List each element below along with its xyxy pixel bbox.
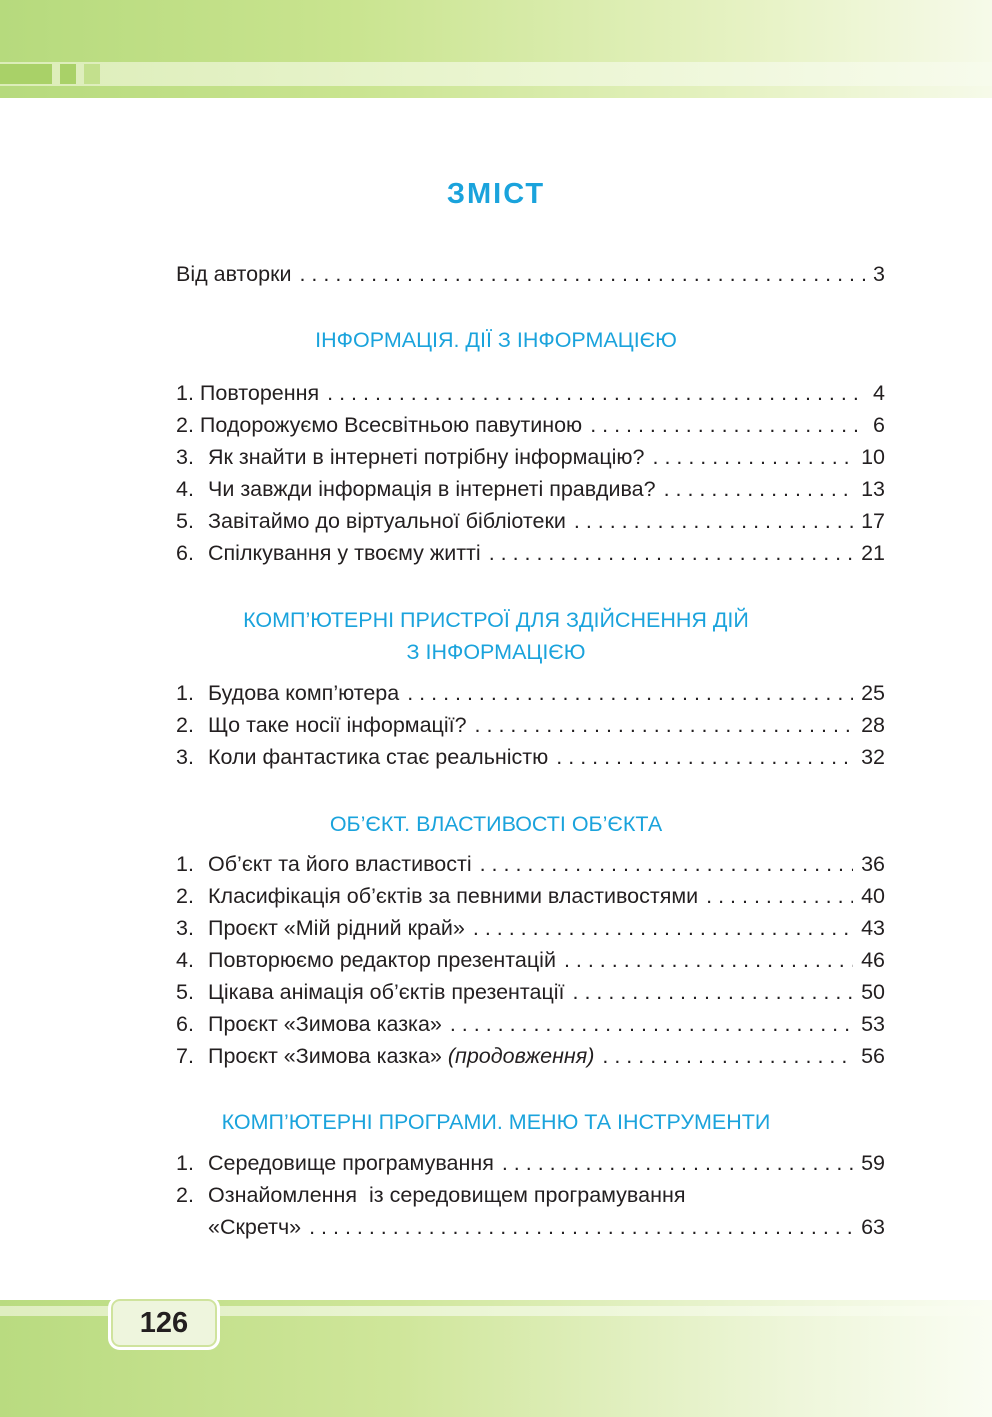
section-heading	[0, 604, 992, 668]
toc-entry-label: Проєкт «Мій рідний край»	[208, 916, 465, 940]
toc-entry-label: Чи завжди інформація в інтернеті правдива?	[208, 477, 656, 501]
section-heading: ОБ’ЄКТ. ВЛАСТИВОСТІ ОБ’ЄКТА	[329, 812, 663, 836]
toc-entry-page: 21	[861, 541, 885, 565]
toc-entry-page: 32	[861, 745, 885, 769]
toc-entry[interactable]	[176, 262, 885, 292]
toc-leader-dots	[564, 948, 853, 973]
toc-leader-dots	[574, 509, 853, 534]
toc-entry-label: Ознайомлення із середовищем програмування	[208, 1183, 686, 1207]
toc-entry[interactable]	[176, 541, 885, 571]
toc-entry-number: 7.	[176, 1044, 194, 1068]
toc-entry[interactable]	[176, 413, 885, 443]
toc-entry-number: 1.	[176, 852, 194, 876]
toc-leader-dots	[407, 681, 853, 706]
toc-leader-dots	[475, 713, 854, 738]
toc-entry[interactable]	[176, 381, 885, 411]
toc-entry-number: 4.	[176, 477, 194, 501]
toc-entry-label: Завітаймо до віртуальної бібліотеки	[208, 509, 566, 533]
toc-entry[interactable]	[176, 884, 885, 914]
toc-entry-number: 1.	[176, 1151, 194, 1175]
toc-leader-dots	[502, 1151, 853, 1176]
toc-entry[interactable]	[176, 980, 885, 1010]
page-number-badge: 126	[108, 1296, 220, 1350]
toc-entry-page: 63	[861, 1215, 885, 1239]
toc-leader-dots	[556, 745, 853, 770]
toc-entry-label: Повторення	[199, 381, 320, 405]
toc-entry-number: 6.	[176, 1012, 194, 1036]
toc-leader-dots	[573, 980, 854, 1005]
toc-entry-number: 3.	[176, 445, 194, 469]
toc-entry[interactable]	[176, 745, 885, 775]
toc-entry-page: 28	[861, 713, 885, 737]
toc-entry-page: 6	[873, 413, 885, 437]
toc-entry-page: 46	[861, 948, 885, 972]
page-title: ЗМІСТ	[446, 178, 546, 210]
toc-leader-dots	[480, 852, 853, 877]
toc-entry[interactable]	[176, 1044, 885, 1074]
toc-entry-number: 2.	[176, 884, 194, 908]
toc-entry-label: Проєкт «Зимова казка»	[208, 1044, 442, 1068]
toc-entry-label: Коли фантастика стає реальністю	[208, 745, 549, 769]
toc-entry-number: 3.	[176, 916, 194, 940]
toc-entry[interactable]	[176, 477, 885, 507]
section-heading: ІНФОРМАЦІЯ. ДІЇ З ІНФОРМАЦІЄЮ	[315, 328, 677, 352]
toc-entry-page: 25	[861, 681, 885, 705]
toc-entry-label: Цікава анімація об’єктів презентації	[208, 980, 565, 1004]
top-decorative-block	[0, 64, 52, 84]
toc-entry-page: 40	[861, 884, 885, 908]
toc-entry-label: Що таке носії інформації?	[208, 713, 467, 737]
toc-entry-number: 4.	[176, 948, 194, 972]
toc-entry-page: 4	[873, 381, 885, 405]
section-heading-line: З ІНФОРМАЦІЄЮ	[406, 640, 586, 664]
toc-entry-page: 59	[861, 1151, 885, 1175]
toc-entry-page: 43	[861, 916, 885, 940]
toc-entry-page: 36	[861, 852, 885, 876]
toc-leader-dots	[706, 884, 853, 909]
toc-entry-label: Подорожуємо Всесвітньою павутиною	[199, 413, 583, 437]
toc-entry-label: Від авторки	[176, 262, 292, 286]
toc-leader-dots	[602, 1044, 853, 1069]
toc-leader-dots	[664, 477, 853, 502]
toc-entry-page: 50	[861, 980, 885, 1004]
toc-entry-label: Будова комп’ютера	[208, 681, 400, 705]
toc-leader-dots	[299, 262, 865, 287]
toc-entry-page: 3	[873, 262, 885, 286]
toc-entry[interactable]	[176, 1012, 885, 1042]
toc-entry-number: 2.	[176, 413, 194, 437]
toc-entry-label: Проєкт «Зимова казка»	[208, 1012, 442, 1036]
toc-entry[interactable]	[176, 1183, 885, 1213]
toc-entry-page: 56	[861, 1044, 885, 1068]
toc-entry-label: Класифікація об’єктів за певними властивостями	[208, 884, 699, 908]
toc-entry-label: Спілкування у твоєму житті	[208, 541, 481, 565]
toc-entry-label: Як знайти в інтернеті потрібну інформацію?	[208, 445, 645, 469]
toc-entry-continuation[interactable]	[208, 1215, 885, 1245]
toc-leader-dots	[473, 916, 853, 941]
toc-entry-label: «Скретч»	[208, 1215, 302, 1239]
toc-entry[interactable]	[176, 948, 885, 978]
toc-entry-label: Повторюємо редактор презентацій	[208, 948, 556, 972]
toc-entry-number: 5.	[176, 980, 194, 1004]
section-heading-line: КОМП’ЮТЕРНІ ПРИСТРОЇ ДЛЯ ЗДІЙСНЕННЯ ДІЙ	[243, 608, 749, 632]
toc-entry[interactable]	[176, 445, 885, 475]
toc-entry-page: 17	[861, 509, 885, 533]
section-heading: КОМП’ЮТЕРНІ ПРОГРАМИ. МЕНЮ ТА ІНСТРУМЕНТИ	[221, 1110, 771, 1134]
top-decorative-stripe	[0, 62, 992, 86]
toc-entry-number: 2.	[176, 713, 194, 737]
toc-entry-number: 1.	[176, 681, 194, 705]
toc-entry-number: 1.	[176, 381, 194, 405]
toc-entry-label-italic: (продовження)	[447, 1044, 595, 1068]
toc-entry[interactable]	[176, 852, 885, 882]
toc-entry[interactable]	[176, 1151, 885, 1181]
toc-entry-page: 53	[861, 1012, 885, 1036]
toc-entry[interactable]	[176, 916, 885, 946]
toc-leader-dots	[590, 413, 865, 438]
toc-entry-number: 5.	[176, 509, 194, 533]
toc-entry-label: Середовище програмування	[208, 1151, 494, 1175]
toc-leader-dots	[653, 445, 854, 470]
toc-entry[interactable]	[176, 681, 885, 711]
toc-leader-dots	[309, 1215, 853, 1240]
top-decorative-block	[60, 64, 76, 84]
toc-entry-page: 13	[861, 477, 885, 501]
toc-entry-number: 6.	[176, 541, 194, 565]
toc-leader-dots	[489, 541, 853, 566]
toc-entry-label: Об’єкт та його властивості	[208, 852, 472, 876]
toc-entry[interactable]	[176, 509, 885, 539]
toc-leader-dots	[450, 1012, 853, 1037]
toc-entry-number: 2.	[176, 1183, 194, 1207]
top-decorative-block	[84, 64, 100, 84]
toc-entry-page: 10	[861, 445, 885, 469]
toc-leader-dots	[327, 381, 865, 406]
toc-entry-number: 3.	[176, 745, 194, 769]
toc-entry[interactable]	[176, 713, 885, 743]
